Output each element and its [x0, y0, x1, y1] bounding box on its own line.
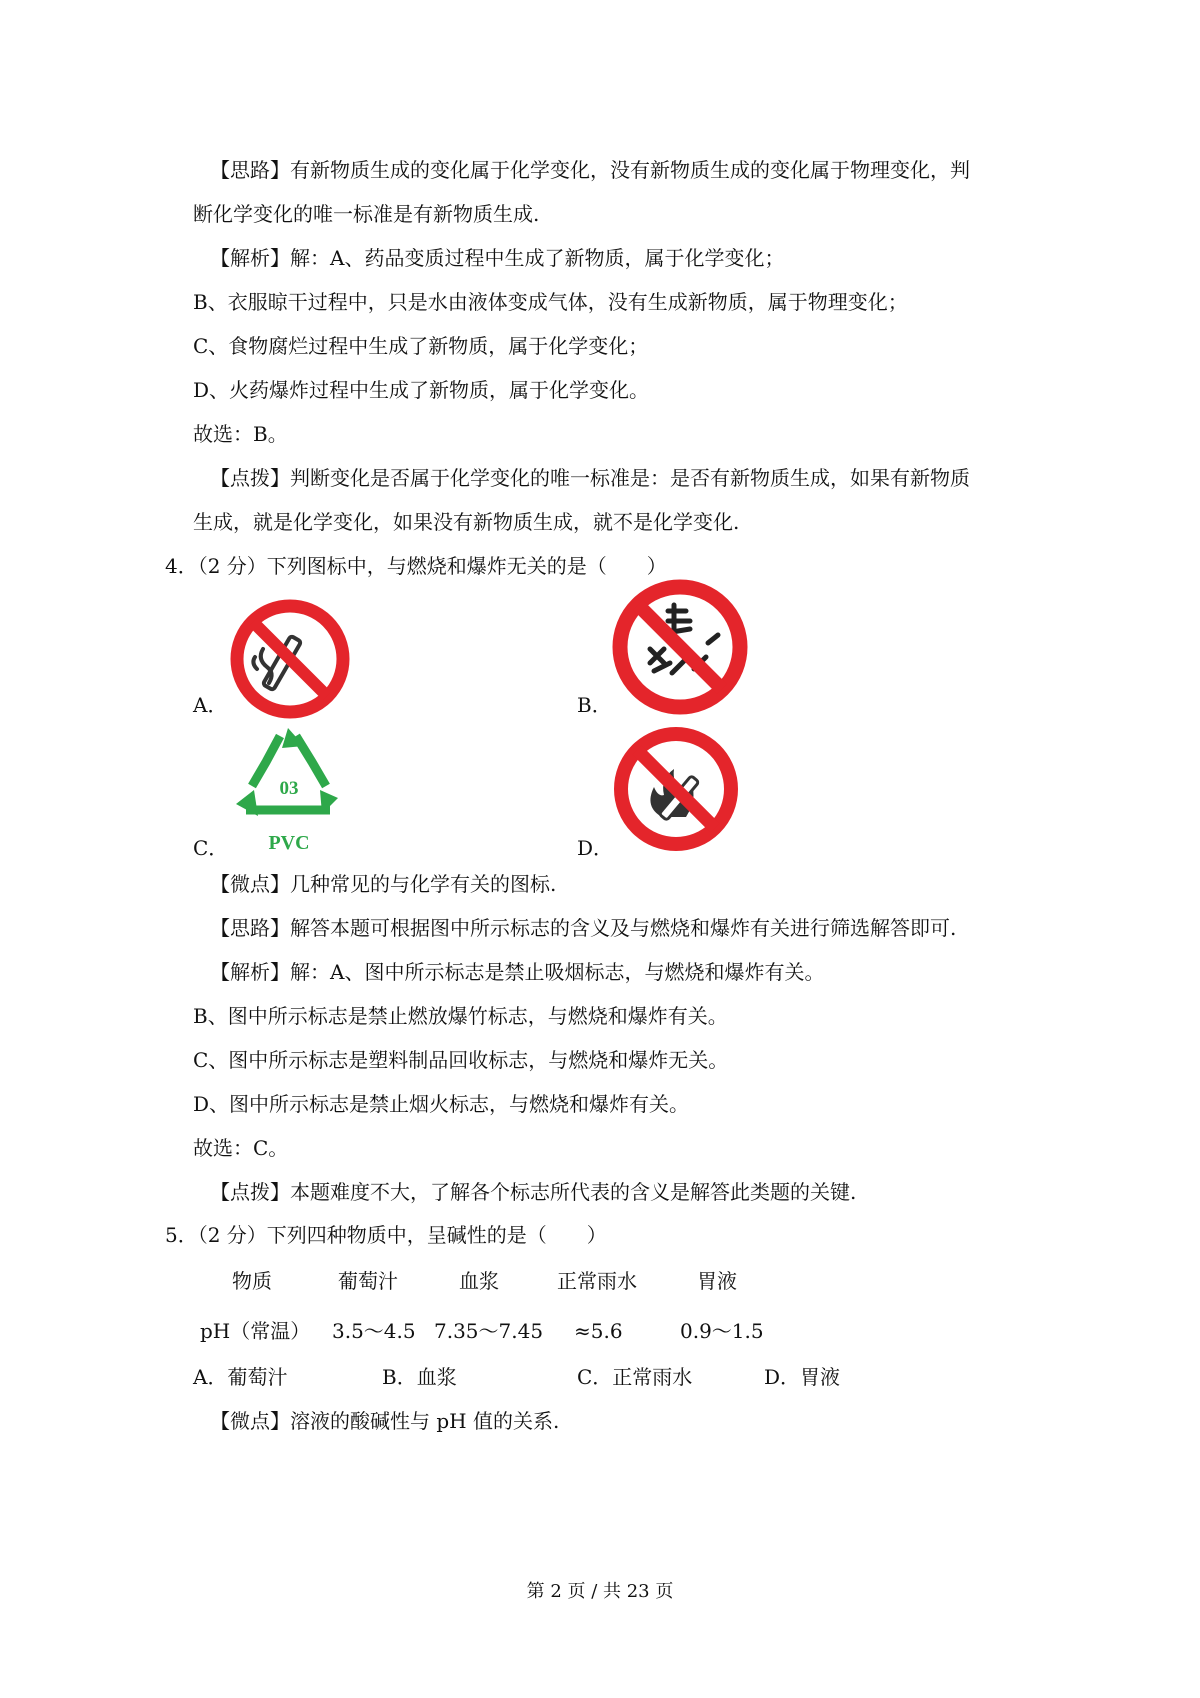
pvc-code: 03 — [279, 778, 299, 799]
q4-jiexi: 【解析】解：A、图中所示标志是禁止吸烟标志，与燃烧和爆炸有关。 — [210, 960, 825, 984]
no-fireworks-icon — [610, 577, 750, 717]
table-cell: pH（常温） — [200, 1319, 311, 1343]
table-cell: 3.5～4.5 — [332, 1319, 416, 1343]
q5-choice-c: C．正常雨水 — [577, 1365, 693, 1389]
q3-dianbo-line2: 生成，就是化学变化，如果没有新物质生成，就不是化学变化. — [193, 510, 740, 534]
q4-option-a-letter: A． — [193, 693, 228, 717]
table-cell: 0.9～1.5 — [680, 1319, 764, 1343]
q4-option-c-letter: C． — [193, 836, 229, 860]
q5-choice-a: A．葡萄汁 — [193, 1365, 288, 1389]
q3-answer: 故选：B。 — [193, 422, 288, 446]
table-header: 物质 — [232, 1269, 272, 1293]
q5-choice-b: B．血浆 — [382, 1365, 457, 1389]
q4-silu: 【思路】解答本题可根据图中所示标志的含义及与燃烧和爆炸有关进行筛选解答即可. — [210, 916, 957, 940]
q4-option-b-letter: B． — [577, 693, 612, 717]
q4-option-b-text: B、图中所示标志是禁止燃放爆竹标志，与燃烧和爆炸有关。 — [193, 1004, 728, 1028]
table-header: 葡萄汁 — [338, 1269, 398, 1293]
q3-option-b: B、衣服晾干过程中，只是水由液体变成气体，没有生成新物质，属于物理变化； — [193, 290, 908, 314]
table-cell: ≈5.6 — [574, 1319, 623, 1343]
q3-silu-line1: 【思路】有新物质生成的变化属于化学变化，没有新物质生成的变化属于物理变化，判 — [210, 158, 970, 182]
q4-option-c-text: C、图中所示标志是塑料制品回收标志，与燃烧和爆炸无关。 — [193, 1048, 729, 1072]
q5-choice-d: D．胃液 — [764, 1365, 841, 1389]
no-open-flame-icon — [612, 725, 740, 853]
pvc-recycle-icon — [226, 720, 352, 830]
table-header: 胃液 — [697, 1269, 737, 1293]
table-cell: 7.35～7.45 — [434, 1319, 544, 1343]
q4-weidian: 【微点】几种常见的与化学有关的图标. — [210, 872, 557, 896]
q4-answer: 故选：C。 — [193, 1136, 289, 1160]
q3-option-c: C、食物腐烂过程中生成了新物质，属于化学变化； — [193, 334, 649, 358]
q4-option-d-text: D、图中所示标志是禁止烟火标志，与燃烧和爆炸有关。 — [193, 1092, 690, 1116]
q4-dianbo: 【点拨】本题难度不大，了解各个标志所代表的含义是解答此类题的关键. — [210, 1180, 857, 1204]
pvc-caption: PVC — [268, 832, 310, 854]
q3-jiexi: 【解析】解：A、药品变质过程中生成了新物质，属于化学变化； — [210, 246, 785, 270]
page-footer: 第 2 页 / 共 23 页 — [526, 1581, 674, 1602]
q3-silu-line2: 断化学变化的唯一标准是有新物质生成. — [193, 202, 540, 226]
q3-option-d: D、火药爆炸过程中生成了新物质，属于化学变化。 — [193, 378, 650, 402]
q4-option-d-letter: D． — [577, 836, 614, 860]
table-header: 正常雨水 — [557, 1269, 637, 1293]
q5-weidian: 【微点】溶液的酸碱性与 pH 值的关系. — [210, 1409, 560, 1433]
q4-stem: 4．（2 分）下列图标中，与燃烧和爆炸无关的是（ ） — [165, 554, 667, 578]
no-smoking-icon — [228, 597, 352, 721]
q5-stem: 5．（2 分）下列四种物质中，呈碱性的是（ ） — [165, 1223, 607, 1247]
q3-dianbo-line1: 【点拨】判断变化是否属于化学变化的唯一标准是：是否有新物质生成，如果有新物质 — [210, 466, 970, 490]
table-header: 血浆 — [459, 1269, 499, 1293]
